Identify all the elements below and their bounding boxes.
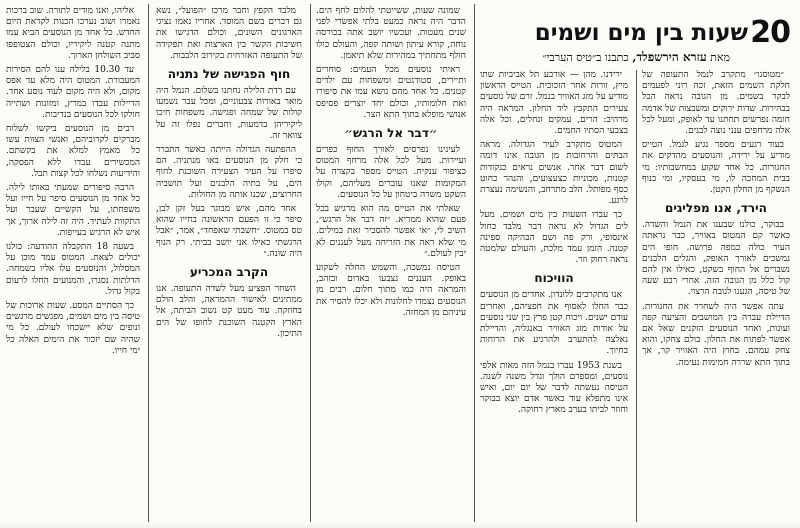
section-subhead: הוויכוח xyxy=(534,271,574,286)
column-paragraph: בשעה 18 התקבלה ההודעה: כולנו יכולים לצאת. המטוס עמד מוכן על המסלול, והנוסעים עלו אליו בשמחה. הדלתות נסגרו, והמנועים החלו לרעום בקול גדול. xyxy=(6,242,140,297)
section-subhead: הירד, אנו מפליגים xyxy=(665,201,767,216)
column-paragraph: שאלתי את הטייס מה הוא מרגיש בכל פעם שהוא ממריא. ״זה דבר אל הרגש״, השיב לי, ״אי אפשר להסביר זאת במילים. מי שלא ראה את הזריחה מעל לעננים לא יבין לעולם.״ xyxy=(316,204,466,259)
section-subhead: חוף הפגישה של נתניה xyxy=(167,67,291,82)
column-paragraph: ההפתעה הגדולה הייתה כאשר התברר כי חלק מן הנוסעים באו מנתניה. הם סיפרו על העיר הצעירה השוכנת לחוף הים, על בתיה הלבנים ועל תושביה החרוצים, שבנו אותה מן החולות. xyxy=(156,145,302,200)
column-paragraph: עד 10.30 בלילה ענו להם הסירות המעבורת. המטוס היה מלא עד אפס מקום, ולא היה מקום לעוד נוסע אחד. הדיילות עבדו במרץ, ומזונות ושתייה חולקו לכל הנוסעים בנדיבות. xyxy=(6,65,140,120)
column-paragraph: בבוקר, כולנו שבענו את הנמל והשדה. כאשר קם המטוס באוויר, כבר נראתה העיר כולה כמפה פרושה. חופי הים נמשכים לאורך האופק, והגלים הלבנים נשברים אל החוף בשקט, כאילו אין להם קול כלל מן הגובה הזה. אחרי רבע שעה של טיסה, הגענו לגובה הרצוי. xyxy=(642,220,790,298)
byline-prefix: מאת xyxy=(710,51,730,64)
column-paragraph: אחד מהם, איש מבוגר בעל זקן לבן, סיפר כי זו הפעם הראשונה בחייו שהוא טס במטוס. ״חשבתי שאפחד״, אמר, ״אבל הרגשתי כאילו אני יושב בביתי. רק הנוף היה שונה.״ xyxy=(156,204,302,259)
column-paragraph: כך הסתיים המסע. שעות ארוכות של טיסה בין מים ושמים, מפגשים מרגשים ונופים שלא יישכחו לעולם. כל מי שהיה שם יזכור את הימים האלה כל ימי חייו. xyxy=(6,301,140,356)
column-divider xyxy=(148,4,149,522)
column-paragraph: מלבד הקפץ וחבר מרכז ״הפועל״, נשא גם דברים בשם המוסד. אחריו נאמו נציגי הארגונים השונים, וכולם הדגישו את חשיבות הקשר בין הארצות ואת תפקידה של התעופה האזרחית בקירוב הלבבות. xyxy=(156,6,302,61)
article-headline: שעות בין מים ושמים xyxy=(534,20,748,46)
column-divider xyxy=(636,70,637,522)
column-3 xyxy=(316,6,466,522)
column-paragraph: כך עברו השעות בין מים ושמים. מעל לים הגדול לא נראה דבר מלבד כחול אינסופי, ורק פה ושם הבהיקה ספינה קטנה. הזמן עמד מלכת, והעולם שלמטה נראה רחוק וזר. xyxy=(480,210,628,266)
page-number: 20 xyxy=(750,15,790,50)
column-paragraph: לעינינו נפרסים לאורך החוף כפרים ועיירות. מעל לכל אלה מרחף המטוס כציפור ענקית. הטייס מספר בקצרה על המקומות שאנו עוברים מעליהם, וקולו השקט משרה ביטחון על כל הנוסעים. xyxy=(316,145,466,200)
article-byline xyxy=(542,50,730,65)
column-paragraph: רבים מן הנוסעים ביקשו לשלוח מברקים לקרוביהם, ואנשי הצוות עשו כל מאמץ למלא את בקשתם. המכשירים עבדו ללא הפסקה, והידיעות נשלחו לכל קצות תבל. xyxy=(6,124,140,179)
column-paragraph: ״מטוסנו״ מתקרב לנמל התעופה של חלקת השמים הזאת, זכה רוני לפעמים לבקר בשמים. מן הגובה נראה הכל בבהירות. שדות ירוקים ומשבצות של אדמה חומה נפרשים תחתנו עד לאופק, ומעל לכל אלה מרחפים ענני נוצה לבנים. xyxy=(642,70,790,137)
column-paragraph: עם רדת הלילה נחתנו בשלום. הנמל היה מואר באורות צבעוניים, ומכל עבר נשמעו קולות של שמחה ופגישה. משפחות חיכו ליקיריהן בדמעות, וחברים נפלו זה על צוואר זה. xyxy=(156,86,302,141)
column-1 xyxy=(642,70,790,522)
column-paragraph: השחר הפציע מעל לשדה התעופה. אנו ממתינים לאישור ההמראה, והלב הולם בחוזקה. עוד מעט קט נשוב הביתה, אל הארץ הקטנה השוכנת לחופו של הים התיכון. xyxy=(156,284,302,339)
column-paragraph: אליהו, ואנו מודים לתורה. שוב ברכות נאמרו ושוב נערכו הכנות לקראת היום החדש. כל אחד מן הנוסעים הביא עמו מתנה קטנה ליקיריו, וכולם הצטופפו סביב השולחן הארוך. xyxy=(6,6,140,61)
column-paragraph: אנו מתקרבים ללונדון. אחדים מן הנוסעים כבר החלו לאסוף את חפציהם, ואחרים עודם ישנים. ויכוח קטן פרץ בין שני נוסעים על אודות מזג האוויר באנגליה, והדיילת נאלצה להתערב ולהרגיע את הרוחות בחיוך. xyxy=(480,290,628,357)
column-paragraph: שמונה שעות, ששייטתי להלום לחף הים. הדבר היה נראה כמעט בלתי אפשרי לפני שנים מעטות. ועכשיו יושב אתה בכורסה נוחה, קורא עיתון ושותה קפה, והעולם כולו חולף מתחתיך במהירות שלא תיאמן. xyxy=(316,6,466,61)
column-paragraph: בשנת 1953 עברו בנמל הזה מאות אלפי נוסעים, ומספרם הולך וגדל משנה לשנה. הטיסה נעשתה לדבר של יום יום, ואיש אינו מתפלא עוד כאשר אדם יוצא בבוקר וחוזר לביתו בערב מארץ רחוקה. xyxy=(480,360,628,416)
column-paragraph: ראיתי נוסעים מכל העמים: סוחרים ותיירים, סטודנטים ומשפחות עם ילדים קטנים. כל אחד מהם נושא עמו את סיפורו ואת חלומותיו, וכולם יחד יוצרים פסיפס אנושי מופלא בתוך התא הצר. xyxy=(316,65,466,120)
column-paragraph: בעוד רגעים מספר נגיע לנמל. הטייס מודיע על ירידה, והנוסעים מהדקים את החגורות. כל אחד שקוע במחשבותיו: מי בבית המחכה לו, מי בעסקיו, ומי בנוף הנשקף מן החלון הקטן. xyxy=(642,140,790,196)
article-masthead xyxy=(534,15,790,68)
column-paragraph: המטוס מתקרב לעיר הגדולה. מראה הבתים והרחובות מן הגובה אינו דומה לשום דבר אחר. אנשים נראים כנקודות קטנות, מכוניות כצעצועים, והנהר כחוט כסף מפותל. הלב מתרחב, והנשימה נעצרת לרגע. xyxy=(480,140,628,207)
column-5 xyxy=(6,6,140,522)
paper-shading xyxy=(0,522,800,528)
column-divider xyxy=(310,4,311,522)
column-paragraph: עתה אפשר היה לשחרר את החגורות. הדיילת עברה בין המושבים והציעה קפה ועוגות, ואחד הנוסעים הזקנים שאל אם אפשר לפתוח את החלון. כולם צחקו, והוא צחק עמהם. בחוץ היה האוויר קר, אך בתוך התא שררה חמימות נעימה. xyxy=(642,301,790,368)
section-subhead: הקרב המכריע xyxy=(189,265,269,280)
column-paragraph: ירידנו. מהן — אורבע תל אביביות שתו מיץ, זורות אחר הזכוכית. הטייס הראשון מודיע על מזג האוויר בנמל. זרם של נוסעים צעירים התקבץ ליד החלון. המראה היה מרהיב: הרים, עמקים ונחלים, וכל אלה בצבעי הסתיו החמים. xyxy=(480,70,628,137)
column-4 xyxy=(156,6,302,522)
section-subhead: ״דבר אל הרגש״ xyxy=(344,126,438,141)
column-2 xyxy=(480,70,628,522)
column-paragraph: הרבה סיפורים שמעתי באותו לילה. כל אחד מן הנוסעים סיפר על חייו ועל משפחתו, על הקשיים שעבר ועל התקוות לעתיד. היה זה לילה ארוך, אך איש לא הרגיש בעייפות. xyxy=(6,183,140,238)
column-divider xyxy=(474,4,475,522)
byline-publication: כתבנו ב״טיס הערבי״ xyxy=(542,51,629,64)
column-paragraph: הטיסה נמשכה, והשמש החלה לשקוע באופק. העננים נצבעו באדום ובזהב, והמראה היה כמו מתוך חלום. רבים מן הנוסעים נצמדו לחלונות ולא יכלו להסיר את עיניהם מן המחזה. xyxy=(316,263,466,318)
byline-author: עזרא הירשפלד, xyxy=(632,50,707,64)
